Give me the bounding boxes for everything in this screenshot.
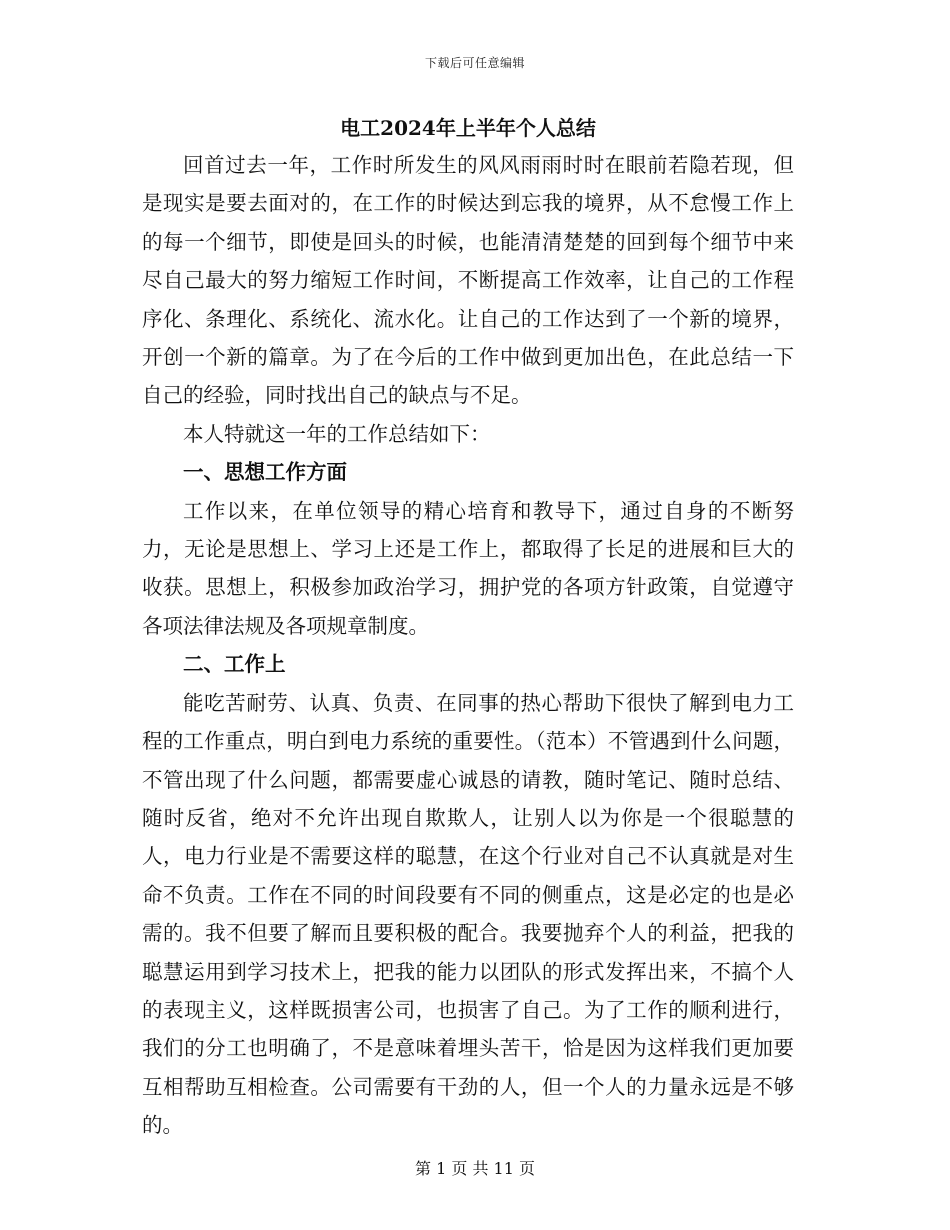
document-body <box>142 112 794 1145</box>
section-1-heading: 一、思想工作方面 <box>183 460 347 485</box>
document-title: 电工2024年上半年个人总结 <box>340 116 596 140</box>
intro-paragraph: 回首过去一年，工作时所发生的风风雨雨时时在眼前若隐若现，但是现实是要去面对的，在工作的时候达到忘我的境界，从不怠慢工作上的每一个细节，即使是回头的时候，也能清清楚楚的回到每个细节中来尽自己最大的努力缩短工作时间，不断提高工作效率，让自己的工作程序化、条理化、系统化、流水化。让自己的工作达到了一个新的境界，开创一个新的篇章。为了在今后的工作中做到更加出色，在此总结一下自己的经验，同时找出自己的缺点与不足。 <box>142 153 794 408</box>
header-note: 下载后可任意编辑 <box>424 56 525 70</box>
page-number-footer: 第 1 页 共 11 页 <box>415 1159 535 1178</box>
section-1-paragraph: 工作以来，在单位领导的精心培育和教导下，通过自身的不断努力，无论是思想上、学习上还是工作上，都取得了长足的进展和巨大的收获。思想上，积极参加政治学习，拥护党的各项方针政策，自觉遵守各项法律法规及各项规章制度。 <box>142 498 794 638</box>
summary-lead-paragraph: 本人特就这一年的工作总结如下： <box>183 421 491 446</box>
section-2-heading: 二、工作上 <box>183 652 286 677</box>
section-2-paragraph: 能吃苦耐劳、认真、负责、在同事的热心帮助下很快了解到电力工程的工作重点，明白到电力系统的重要性。（范本）不管遇到什么问题，不管出现了什么问题，都需要虚心诚恳的请教，随时笔记、随时总结、随时反省，绝对不允许出现自欺欺人，让别人以为你是一个很聪慧的人，电力行业是不需要这样的聪慧，在这个行业对自己不认真就是对生命不负责。工作在不同的时间段要有不同的侧重点，这是必定的也是必需的。我不但要了解而且要积极的配合。我要抛弃个人的利益，把我的聪慧运用到学习技术上，把我的能力以团队的形式发挥出来，不搞个人的表现主义，这样既损害公司，也损害了自己。为了工作的顺利进行，我们的分工也明确了，不是意味着埋头苦干，恰是因为这样我们更加要互相帮助互相检查。公司需要有干劲的人，但一个人的力量永远是不够的。 <box>142 690 794 1138</box>
